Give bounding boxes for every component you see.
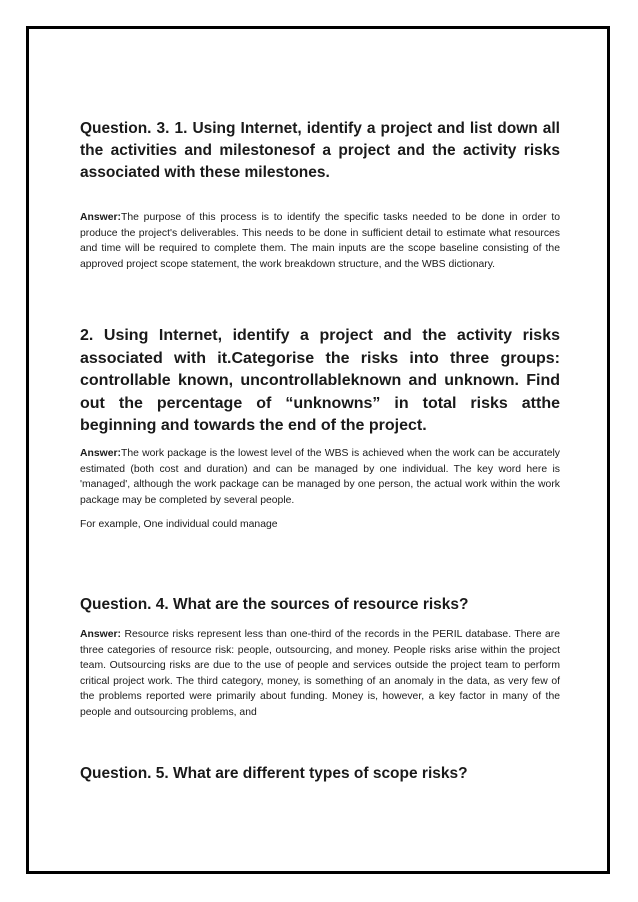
question-5-heading: Question. 5. What are different types of scope risks? — [80, 765, 468, 782]
answer-label: Answer: — [80, 448, 121, 459]
answer-2-example: For example, One individual could manage — [80, 519, 278, 530]
question-3-1-heading: Question. 3. 1. Using Internet, identify a project and list down all the activities and milestonesof a project and the activity risks associated with these milestones. — [80, 120, 560, 181]
answer-4-paragraph — [80, 627, 560, 720]
answer-1-paragraph — [80, 210, 560, 272]
answer-label: Answer: — [80, 212, 121, 223]
answer-1-text: The purpose of this process is to identify the specific tasks needed to be done in order to produce the project's deliverables. This needs to be done in sufficient detail to estimate what resources and time will be required to complete them. The main inputs are the scope baseline consisting of the approved project scope statement, the work breakdown structure, and the WBS dictionary. — [80, 212, 560, 270]
answer-2-paragraph — [80, 446, 560, 508]
answer-2-text: The work package is the lowest level of the WBS is achieved when the work can be accurately estimated (both cost and duration) and can be managed by one individual. The key word here is 'managed', although the work package can be managed by one person, the actual work within the work package may be completed by several people. — [80, 448, 560, 506]
answer-4-text: Resource risks represent less than one-third of the records in the PERIL database. There are three categories of resource risk: people, outsourcing, and money. People risks arise within the project team. Outsourcing risks are due to the use of people and services outside the project team to perform critical project work. The third category, money, is something of an anomaly in the data, as very few of the problems reported were primarily about funding. Money is, however, a key factor in many of the people and outsourcing problems, and — [80, 629, 560, 718]
question-2-heading: 2. Using Internet, identify a project and the activity risks associated with it.Categorise the risks into three groups: controllable known, uncontrollableknown and unknown. Find out the percentage of “unknowns” in total risks atthe beginning and towards the end of the project. — [80, 327, 560, 434]
question-4-heading: Question. 4. What are the sources of resource risks? — [80, 596, 469, 613]
document-page — [26, 26, 610, 874]
answer-label: Answer: — [80, 629, 121, 640]
